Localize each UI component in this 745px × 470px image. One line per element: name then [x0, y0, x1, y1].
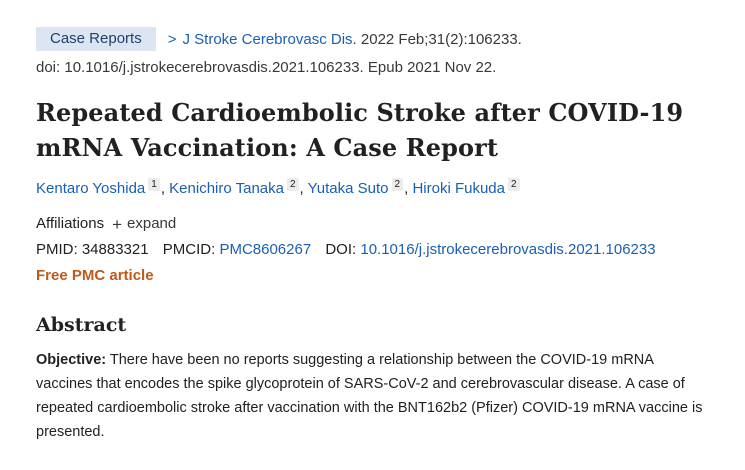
doi-label: DOI: [325, 241, 357, 258]
author-item [308, 180, 413, 197]
doi-link[interactable]: 10.1016/j.jstrokecerebrovasdis.2021.106233 [360, 241, 656, 258]
chevron-right-icon: > [167, 30, 177, 48]
author-item [169, 180, 307, 197]
affiliation-superscript[interactable]: 2 [287, 178, 299, 191]
pmcid-label: PMCID: [162, 241, 216, 258]
authors-list [36, 177, 736, 201]
citation-details: . 2022 Feb;31(2):106233. [352, 30, 522, 48]
publication-type-badge[interactable]: Case Reports [36, 27, 156, 51]
affiliation-superscript[interactable]: 2 [508, 178, 520, 191]
author-separator: , [299, 180, 304, 197]
affiliations-expand-button[interactable] [112, 213, 176, 235]
abstract-heading: Abstract [36, 314, 127, 336]
objective-label: Objective: [36, 352, 107, 368]
affiliations-row [36, 213, 736, 235]
author-separator: , [404, 180, 409, 197]
abstract-objective [36, 348, 708, 444]
article-header [36, 27, 736, 444]
free-pmc-article-link[interactable]: Free PMC article [36, 267, 154, 284]
author-item [36, 180, 169, 197]
affiliation-superscript[interactable]: 1 [148, 178, 160, 191]
author-item [412, 180, 520, 197]
pmcid-link[interactable]: PMC8606267 [219, 241, 312, 258]
author-link[interactable]: Yutaka Suto [307, 180, 389, 197]
journal-link[interactable]: J Stroke Cerebrovasc Dis [182, 30, 353, 48]
article-title: Repeated Cardioembolic Stroke after COVID-19 mRNA Vaccination: A Case Report [36, 98, 684, 162]
author-link[interactable]: Hiroki Fukuda [412, 180, 505, 197]
pmid-value: 34883321 [81, 241, 149, 258]
objective-text: There have been no reports suggesting a relationship between the COVID-19 mRNA vaccines that encodes the spike glycoprotein of SARS-CoV-2 and cerebrovascular disease. A case of repeated cardioembolic stroke after vaccination with the BNT162b2 (Pfizer) COVID-19 mRNA vaccine is presented. [36, 352, 703, 440]
plus-icon: + [112, 214, 123, 234]
affiliations-label: Affiliations [36, 215, 105, 232]
author-link[interactable]: Kenichiro Tanaka [169, 180, 284, 197]
affiliation-superscript[interactable]: 2 [392, 178, 404, 191]
author-link[interactable]: Kentaro Yoshida [36, 180, 146, 197]
citation-line [36, 27, 736, 51]
author-separator: , [160, 180, 165, 197]
doi-epub-line: doi: 10.1016/j.jstrokecerebrovasdis.2021.106233. Epub 2021 Nov 22. [36, 59, 497, 76]
expand-label: expand [127, 215, 177, 232]
pmid-label: PMID: [36, 241, 78, 258]
identifiers-row [36, 239, 736, 261]
